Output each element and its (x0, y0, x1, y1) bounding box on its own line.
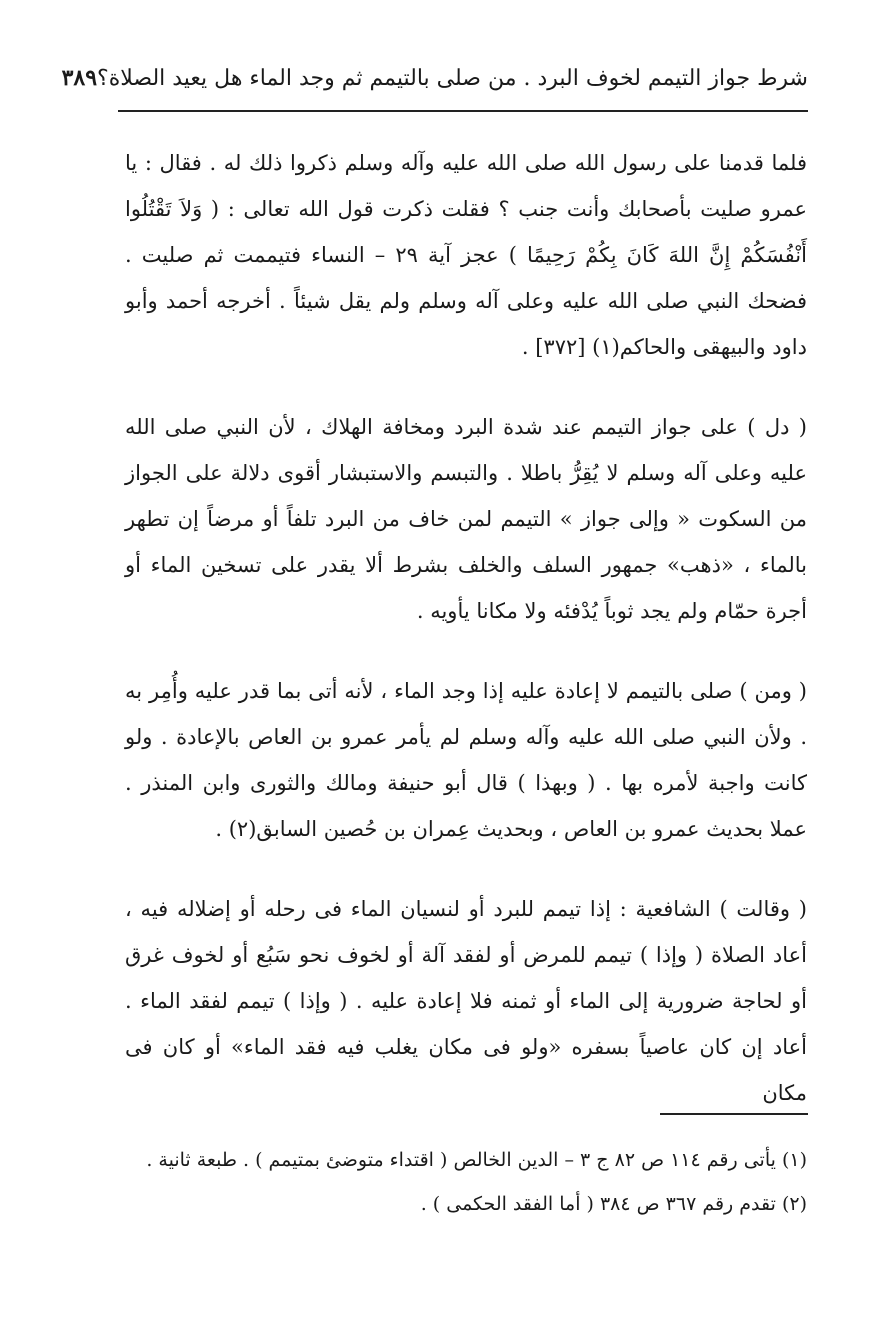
paragraph-evidence: ( دل ) على جواز التيمم عند شدة البرد ومخافة الهلاك ، لأن النبي صلى الله عليه وعلى آله وسلم لا يُقِرُّ باطلا . والتبسم والاستبشار أقوى دلالة على الجواز من السكوت « وإلى جواز » التيمم لمن خاف من البرد تلفاً أو مرضاً إن تطهر بالماء ، «ذهب» جمهور السلف والخلف بشرط ألا يقدر على تسخين الماء أو أجرة حمّام ولم يجد ثوباً يُدْفئه ولا مكانا يأويه . (125, 415, 807, 623)
footnote-rule (660, 1113, 808, 1115)
paragraph-no-repeat: ( ومن ) صلى بالتيمم لا إعادة عليه إذا وجد الماء ، لأنه أتى بما قدر عليه وأُمِر به . ولأن النبي صلى الله عليه وآله وسلم لم يأمر عمرو بن العاص بالإعادة . ولو كانت واجبة لأمره بها . ( وبهذا ) قال أبو حنيفة ومالك والثورى وابن المنذر . عملا بحديث عمرو بن العاص ، وبحديث عِمران بن حُصين السابق(٢) . (125, 679, 807, 841)
paragraph-shafii-view: ( وقالت ) الشافعية : إذا تيمم للبرد أو لنسيان الماء فى رحله أو إضلاله فيه ، أعاد الصلاة ( وإذا ) تيمم للمرض أو لفقد آلة أو لخوف نحو سَبُع أو لخوف غرق أو لحاجة ضرورية إلى الماء أو ثمنه فلا إعادة عليه . ( وإذا ) تيمم لفقد الماء . أعاد إن كان عاصياً بسفره «ولو فى مكان يغلب فيه فقد الماء» أو كان فى مكان (125, 897, 807, 1105)
running-header (61, 58, 808, 98)
header-title: شرط جواز التيمم لخوف البرد . من صلى بالتيمم ثم وجد الماء هل يعيد الصلاة؟ (97, 65, 808, 91)
paragraph-hadith-conclusion: فلما قدمنا على رسول الله صلى الله عليه وآله وسلم ذكروا ذلك له . فقال : يا عمرو صليت بأصحابك وأنت جنب ؟ فقلت ذكرت قول الله تعالى : ( وَلاَ تَقْتُلُوا أَنْفُسَكُمْ إِنَّ اللهَ كَانَ بِكُمْ رَحِيمًا ) عجز آية ٢٩ – النساء فتيممت ثم صليت . فضحك النبي صلى الله عليه وعلى آله وسلم ولم يقل شيئاً . أخرجه أحمد وأبو داود والبيهقى والحاكم(١) [٣٧٢] . (125, 151, 807, 359)
footnotes (125, 1143, 807, 1221)
page-number: ٣٨٩ (61, 65, 98, 91)
header-rule (118, 110, 808, 112)
footnote-1: (١) يأتى رقم ١١٤ ص ٨٢ ج ٣ – الدين الخالص ( اقتداء متوضئ بمتيمم ) . طبعة ثانية . (146, 1149, 807, 1171)
footnote-2: (٢) تقدم رقم ٣٦٧ ص ٣٨٤ ( أما الفقد الحكمى ) . (420, 1193, 807, 1215)
main-text (125, 140, 807, 1116)
